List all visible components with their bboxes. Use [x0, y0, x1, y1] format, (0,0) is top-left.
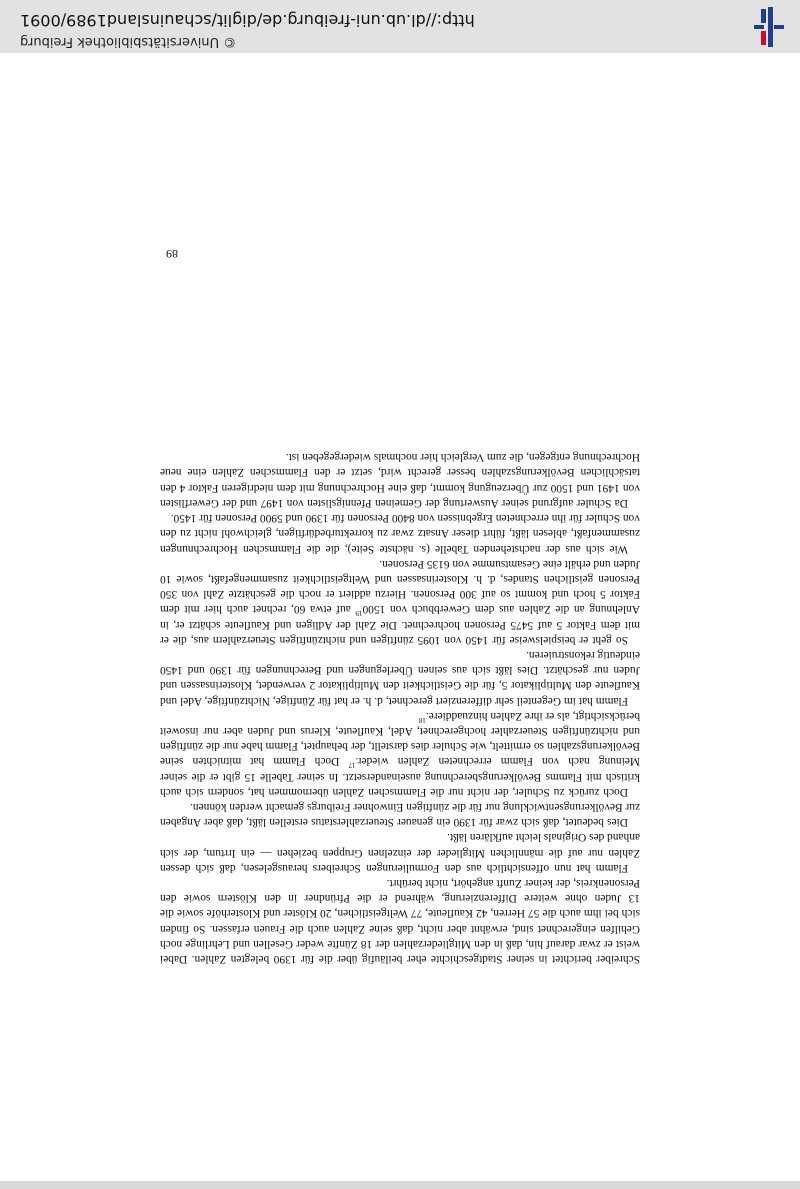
paragraph-6-text: So geht er beispielsweise für 1450 von 1095 zünftigen und nichtzünftigen Steuerzahlern aus, die er mit dem Faktor 5 auf 5475 Personen hochrechnet. Die Zahl der Adligen und Kaufleute schätzt er, in Anlehnung an die Zahlen aus dem Gewerbbuch von 1500 [160, 603, 640, 646]
body-text [160, 449, 640, 966]
ub-freiburg-logo-icon [748, 7, 790, 47]
paragraph-4-tail: Doch Flamm hat mitnichten seine Bevölkerungszahlen so ermittelt, wie Schuler dies darstellt, der behauptet, Flamm habe nur die zünftigen und nichtzünftigen Steuerzahler hochgerechnet, Adel, Kaufleute, Klerus und Juden aber nur insoweit berücksichtigt, als er ihre Zahlen hinzuaddiere. [160, 709, 640, 768]
paragraph-4-text: Doch zurück zu Schuler, der nicht nur die Flammschen Zahlen übernommen hat, sondern sich auch kritisch mit Flamms Bevölkerungsberechnung auseinandersetzt. In seiner Tabelle 15 gibt er die seiner Meinung nach von Flamm errechneten Zahlen wieder. [160, 755, 640, 798]
paragraph-8: Da Schuler aufgrund seiner Auswertung der Gemeinen Pfennigslisten von 1497 und der Gewerflisten von 1491 und 1500 zur Überzeugung kommt, daß eine Hochrechnung mit dem niedrigeren Faktor 4 den tatsächlichen Bevölkerungszahlen besser gerecht wird, setzt er den Flammschen Zahlen eine neue Hochrechnung entgegen, die zum Vergleich hier nochmals wiedergegeben ist. [160, 451, 640, 509]
footer-bar [0, 0, 800, 53]
footnote-ref-17: 17 [348, 761, 356, 770]
footer-url-link[interactable]: http://dl.ub.uni-freiburg.de/diglit/schauinsland1989/0091 [20, 11, 475, 30]
paragraph-3-text: Dies bedeutet, daß sich zwar für 1390 ein genauer Steuerzahlerstatus erstellen läßt, daß aber Angaben zur Bevölkerungsentwicklung nur für die zünftigen Einwohner Freiburgs gemacht werden können. [160, 800, 640, 829]
paragraph-6 [160, 556, 640, 647]
paragraph-4 [160, 708, 640, 799]
paragraph-2: Flamm hat nun offensichtlich aus den Formulierungen Schreibers herausgelesen, daß sich dessen Zahlen nur auf die männlichen Mitglieder der einzelnen Gruppen beziehen — ein Irrtum, der sich anhand des Originals leicht aufklären läßt. [160, 831, 640, 874]
page-number: 89 [166, 247, 178, 261]
paragraph-3 [160, 799, 640, 829]
footnote-ref-18: 18 [418, 715, 426, 724]
paragraph-7: Wie sich aus der nachstehenden Tabelle (s. nächste Seite), die die Flammschen Hochrechnungen zusammenfaßt, ablesen läßt, führt dieser Ansatz zwar zu korrekturbedürftigen, gleichwohl nicht zu den von Schuler für ihn errechneten Ergebnissen von 8400 Personen für 1390 und 5900 Personen für 1450. [160, 512, 640, 555]
paragraph-1: Schreiber berichtet in seiner Stadtgeschichte eher beiläufig über die für 1390 belegten Zahlen. Dabei weist er zwar darauf hin, daß in den Mitgliederzahlen der 18 Zünfte weder Gesellen und Lehrlinge noch Gehilfen eingerechnet sind, erwähnt aber nicht, daß seine Zahlen auch die Frauen erfassen. So finden sich bei ihm auch die 57 Herren, 42 Kaufleute, 77 Weltgeistlichen, 20 Klöster und Klosterhöfe sowie die 13 Juden ohne weitere Differenzierung, während er die Pfründner in den Klöstern sowie den Personenkreis, der keiner Zunft angehört, nicht berührt. [160, 876, 640, 965]
paragraph-5: Flamm hat im Gegenteil sehr differenziert gerechnet, d. h. er hat für Zünftige, Nichtzünftige, Adel und Kaufleute den Multiplikator 5, für die Geistlichkeit den Multiplikator 2 verwendet, Klosterinsassen und Juden nur geschätzt. Dies läßt sich aus seinen Überlegungen und Berechnungen für 1390 und 1450 eindeutig rekonstruieren. [160, 648, 640, 707]
footer-copyright: © Universitätsbibliothek Freiburg [20, 34, 237, 49]
page-bottom-band [0, 1181, 800, 1189]
paragraph-6-tail: auf etwa 60, rechnet auch hier mit dem Faktor 5 hoch und kommt so auf 300 Personen. Hierzu addiert er noch die geschätzte Zahl von 350 Personen geistlichen Standes, d. h. Klosterinsassen und Weltgeistlichkeit zusammengefaßt, sowie 10 Juden und erhält eine Gesamtsumme von 6135 Personen. [159, 557, 640, 616]
footnote-ref-19: 19 [355, 609, 363, 618]
